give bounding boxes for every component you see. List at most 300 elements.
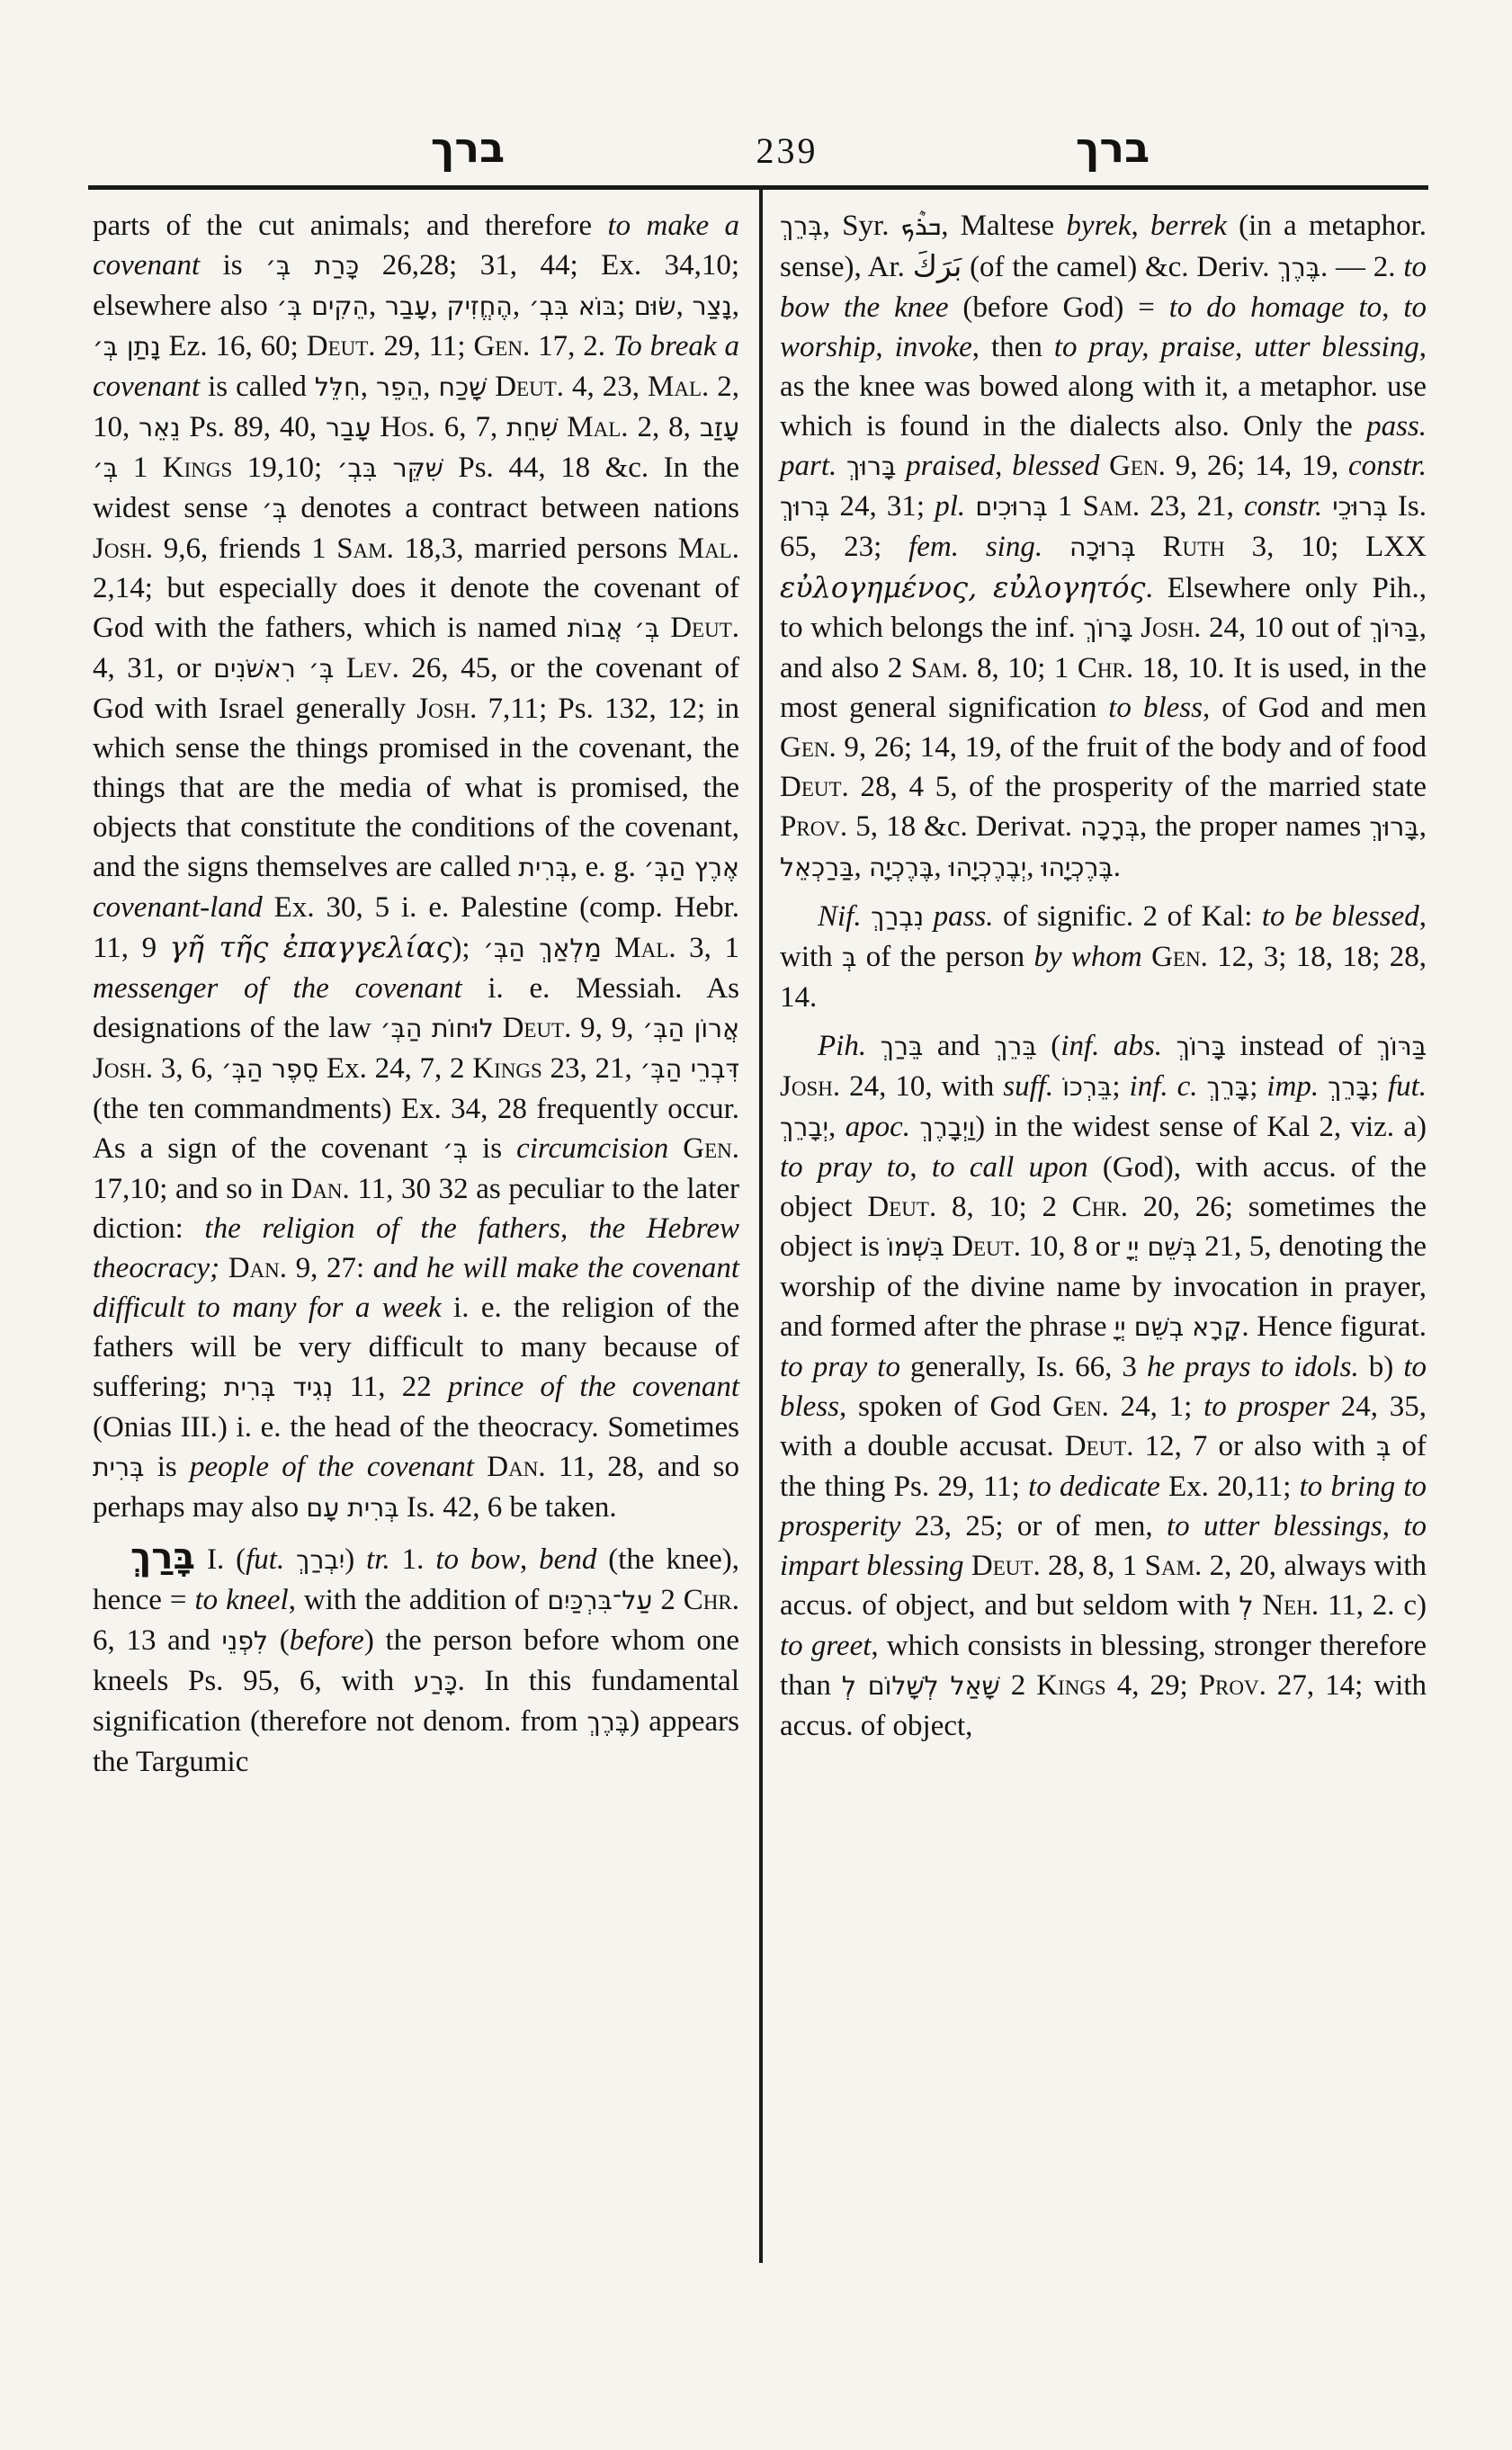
book-reference: Dan. xyxy=(291,1173,350,1205)
hebrew-text: בְּרוּךְ xyxy=(780,492,830,522)
italic-text: invoke xyxy=(894,331,972,363)
body-text: of the thing Ps. 29, 11; xyxy=(780,1430,1427,1503)
body-text: 2, 20, always with accus. of object, and but seldom with xyxy=(780,1550,1427,1622)
body-text: 23, 25; or of men, xyxy=(900,1510,1168,1542)
body-text: , xyxy=(430,290,447,322)
hebrew-text: בֶּרֶכְיָהוּ xyxy=(1041,853,1114,882)
italic-text: to prosper xyxy=(1203,1390,1329,1423)
book-reference: Sam. xyxy=(1082,490,1141,523)
body-text: , xyxy=(1382,1510,1404,1542)
body-text: . Elsewhere only Pih., to which belongs the inf. xyxy=(780,572,1427,644)
body-text: 2 xyxy=(999,1669,1037,1702)
body-text: , xyxy=(1382,291,1404,324)
hebrew-text: בֵּרַךְ xyxy=(880,1032,924,1061)
body-text: Ez. 16, 60; xyxy=(160,330,307,362)
hebrew-text: בְּרִית xyxy=(518,853,570,882)
body-text xyxy=(284,1543,296,1576)
book-reference: Josh. xyxy=(780,1070,841,1103)
book-reference: Deut. xyxy=(670,612,739,644)
italic-text: prince of the covenant xyxy=(447,1371,740,1403)
body-text xyxy=(659,612,670,644)
body-text: . Hence figurat. xyxy=(1241,1310,1427,1343)
body-text xyxy=(487,371,495,403)
book-reference: Gen. xyxy=(1151,941,1208,973)
book-reference: Gen. xyxy=(1109,450,1166,482)
body-text: 23, 21, xyxy=(541,1052,640,1085)
body-text: 18, 10. It is used, in the most general signification xyxy=(780,652,1427,724)
body-text: , xyxy=(1418,810,1427,843)
body-text: , xyxy=(1026,851,1042,883)
body-text: , xyxy=(875,331,895,363)
body-text: , Syr. xyxy=(822,210,901,242)
hebrew-text: שָׁאַל לְשָׁלוֹם לְ xyxy=(841,1671,1000,1701)
body-text: I. ( xyxy=(195,1543,246,1576)
italic-text: and he will make the covenant difficult to many for a week xyxy=(93,1252,740,1324)
hebrew-text: הֵפֵר xyxy=(375,372,424,402)
body-text: 26,28; 31, 44; Ex. 34,10; elsewhere also xyxy=(93,249,739,322)
greek-text: εὐλογημένος, εὐλογητός xyxy=(780,570,1146,604)
body-text: (before God) = xyxy=(948,291,1169,324)
book-reference: Mal. xyxy=(648,371,710,403)
body-text: 27, 14; with accus. of object, xyxy=(780,1669,1427,1742)
body-text: 26, 45, or the covenant of God with Israel generally xyxy=(93,652,740,725)
body-text: 28, 8, 1 xyxy=(1040,1550,1145,1582)
book-reference: Ruth xyxy=(1162,531,1225,563)
body-text: , spoken of God xyxy=(839,1390,1053,1423)
body-text xyxy=(910,1111,919,1143)
book-reference: Deut. xyxy=(780,771,849,803)
book-reference: Prov. xyxy=(1198,1669,1266,1702)
body-text: (in a metaphor. sense), Ar. xyxy=(780,210,1427,283)
italic-text: blessed xyxy=(1012,450,1100,482)
body-text: 24, 1; xyxy=(1108,1390,1204,1423)
body-text xyxy=(668,1132,683,1165)
body-text: 8, 10; 1 xyxy=(968,652,1078,684)
body-text: Ps. 44, 18 &c. In the widest sense xyxy=(93,452,739,524)
body-text: , xyxy=(828,1111,845,1143)
book-reference: Gen. xyxy=(473,330,531,362)
body-text: of signific. 2 of Kal: xyxy=(993,900,1262,933)
entry-paragraph xyxy=(93,206,739,1528)
italic-text: To break a covenant xyxy=(93,330,739,403)
hebrew-text: בָּרוֹךְ xyxy=(1176,1032,1226,1061)
body-text: 12, 7 or also with xyxy=(1133,1430,1377,1462)
body-text: b) xyxy=(1358,1351,1404,1383)
book-reference: Deut. xyxy=(971,1550,1041,1582)
body-text: ( xyxy=(1036,1030,1061,1062)
body-text: , xyxy=(731,290,740,322)
hebrew-text: בֶּרֶךְ xyxy=(1277,253,1320,282)
italic-text: he prays to idols. xyxy=(1146,1351,1359,1383)
book-reference: Kings xyxy=(472,1052,542,1085)
body-text: ) xyxy=(344,1543,367,1576)
italic-text: the religion of the fathers, the Hebrew theocracy; xyxy=(93,1212,740,1284)
body-text: generally, Is. 66, 3 xyxy=(899,1351,1147,1383)
body-text: 1 xyxy=(118,452,163,484)
body-text: 3, 10; LXX xyxy=(1224,531,1427,563)
body-text: 17, 2. xyxy=(530,330,613,362)
body-text: Ps. 89, 40, xyxy=(180,411,327,443)
hebrew-text: וַיְבָרֶךְ xyxy=(919,1113,976,1142)
body-text xyxy=(866,1030,881,1062)
hebrew-text: הֶחֱזִיק xyxy=(446,291,513,321)
body-text: 2, 8, xyxy=(628,411,700,443)
body-text: , xyxy=(519,1543,540,1576)
italic-text: praised xyxy=(906,450,996,482)
body-text: 11, 2. c) xyxy=(1319,1589,1427,1622)
body-text: 4, 31, or xyxy=(93,652,214,684)
body-text: , xyxy=(675,290,693,322)
book-reference: Josh. xyxy=(93,1052,154,1085)
hebrew-text: עָבַר xyxy=(385,291,431,321)
hebrew-text: בֶּרֶכְיָה xyxy=(869,853,935,882)
book-reference: Deut. xyxy=(1064,1430,1134,1462)
body-text xyxy=(965,490,975,523)
italic-text: inf. c. xyxy=(1129,1070,1198,1103)
body-text: ; xyxy=(1249,1070,1267,1103)
entry-paragraph xyxy=(780,897,1427,1017)
body-text: , then xyxy=(971,331,1054,363)
body-text: 5, 18 &c. Derivat. xyxy=(847,810,1081,843)
body-text: is xyxy=(468,1132,517,1165)
body-text xyxy=(1319,1070,1328,1103)
hebrew-text: יִבְרַךְ xyxy=(296,1545,345,1575)
body-text: 1. xyxy=(389,1543,436,1576)
body-text: ); xyxy=(452,932,484,964)
entry-paragraph xyxy=(93,1537,739,1782)
body-text: 4, 23, xyxy=(564,371,649,403)
italic-text: circumcision xyxy=(516,1132,669,1165)
body-text: 23, 21, xyxy=(1140,490,1245,523)
hebrew-text: הֵקִים בְּ׳ xyxy=(276,291,370,321)
hebrew-text: שִׁחֵת xyxy=(506,413,559,443)
hebrew-text: נֵאֵר xyxy=(139,413,181,443)
italic-text: pl. xyxy=(935,490,966,523)
body-text xyxy=(474,1451,487,1483)
hebrew-text: בְּשֵׁם יְיָ xyxy=(1127,1232,1197,1262)
body-text: is xyxy=(144,1451,191,1483)
italic-text: bend xyxy=(539,1543,597,1576)
body-text: , xyxy=(423,371,439,403)
hebrew-text: סֵפֶר הַבְּ׳ xyxy=(220,1054,319,1084)
hebrew-text: בָּרֵךְ xyxy=(1328,1072,1371,1102)
italic-text: to bow the knee xyxy=(780,251,1427,324)
entry-paragraph xyxy=(780,206,1427,888)
hebrew-text: בְּ׳ xyxy=(261,494,288,523)
italic-text: to do homage to xyxy=(1168,291,1382,324)
italic-text: to bless xyxy=(1108,692,1203,724)
body-text xyxy=(494,1012,503,1044)
italic-text: suff. xyxy=(1003,1070,1054,1103)
body-text: , xyxy=(909,1151,932,1184)
book-reference: Mal. xyxy=(677,532,739,565)
hebrew-text: קָרָא בְשֵׁם יְיָ xyxy=(1114,1312,1242,1342)
hebrew-text: בְּרִית עָם xyxy=(306,1493,399,1523)
body-text: 7,11; Ps. 132, 12; in which sense the things promised in the covenant, the things that are the media of what is promised, the objects that constitute the conditions of the covenant, and the signs themselves are called xyxy=(93,693,739,883)
body-text: , the proper names xyxy=(1140,810,1370,843)
hebrew-text: שִׁקֵּר בִּבְ׳ xyxy=(336,453,443,483)
running-head-left-catchword: ברך xyxy=(430,123,505,172)
hebrew-text: בְּ xyxy=(1376,1432,1391,1462)
italic-text: to kneel xyxy=(194,1584,289,1616)
body-text: ; xyxy=(1112,1070,1130,1103)
book-reference: Deut. xyxy=(306,330,376,362)
book-reference: Prov. xyxy=(780,810,848,843)
italic-text: to dedicate xyxy=(1028,1471,1160,1503)
book-reference: Chr. xyxy=(1071,1191,1128,1223)
body-text xyxy=(896,450,906,482)
hebrew-text: בָּרוּךְ xyxy=(1369,812,1419,842)
body-text xyxy=(1198,1070,1207,1103)
italic-text: imp. xyxy=(1266,1070,1320,1103)
book-reference: Deut. xyxy=(952,1230,1022,1263)
body-text xyxy=(558,411,567,443)
body-text xyxy=(371,411,380,443)
hebrew-text: בְּרֵךְ xyxy=(780,211,823,241)
body-text: (of the camel) &c. Deriv. xyxy=(962,251,1278,283)
italic-text: constr. xyxy=(1244,490,1323,523)
body-text: 9, 26; 14, 19, of the fruit of the body and of food xyxy=(836,731,1427,764)
body-text xyxy=(1254,1589,1263,1622)
body-text: 11, 28, and so perhaps may also xyxy=(93,1451,740,1524)
book-reference: Gen. xyxy=(780,731,837,764)
hebrew-text: כָּרַע xyxy=(413,1667,458,1696)
book-reference: Dan. xyxy=(228,1252,288,1284)
body-text xyxy=(1162,1030,1176,1062)
body-text: , xyxy=(934,851,949,883)
body-text: , and also 2 xyxy=(780,612,1427,684)
body-text: . In this fundamental signification (therefore not denom. from xyxy=(93,1665,739,1738)
hebrew-text: בְּ׳ xyxy=(442,1134,469,1164)
body-text: , xyxy=(512,290,529,322)
body-text: Is. 65, 23; xyxy=(780,490,1427,563)
body-text: 29, 11; xyxy=(375,330,474,362)
italic-text: berrek xyxy=(1150,210,1227,242)
body-text: Ex. 20,11; xyxy=(1159,1471,1300,1503)
body-text: 9, 26; 14, 19, xyxy=(1165,450,1348,482)
body-text: , xyxy=(995,450,1013,482)
italic-text: inf. abs. xyxy=(1060,1030,1163,1062)
hebrew-headword: בָּרַךְ xyxy=(130,1536,196,1578)
hebrew-text: בָּרוֹךְ xyxy=(1083,613,1133,643)
body-text: 10, 8 or xyxy=(1021,1230,1128,1263)
book-reference: Hos. xyxy=(380,411,435,443)
book-reference: Deut. xyxy=(867,1191,937,1223)
body-text: 19,10; xyxy=(232,452,337,484)
italic-text: apoc. xyxy=(845,1111,911,1143)
italic-text: before xyxy=(289,1624,364,1657)
body-text: 24, 31; xyxy=(829,490,935,523)
running-head-right-catchword: ברך xyxy=(1075,123,1150,172)
body-text: , xyxy=(369,290,386,322)
hebrew-text: נָתַן בְּ׳ xyxy=(93,332,161,362)
body-text: ; xyxy=(617,290,634,322)
syriac-text: ܒܪܶܟ xyxy=(900,211,942,241)
body-text: 18,3, married persons xyxy=(393,532,678,565)
body-text: i. e. the religion of the fathers will be very difficult to many because of suffering; xyxy=(93,1292,739,1403)
body-text xyxy=(334,652,346,684)
book-reference: Sam. xyxy=(910,652,969,684)
body-text xyxy=(837,450,846,482)
hebrew-text: בֵּרֵךְ xyxy=(994,1032,1037,1061)
italic-text: pass. xyxy=(933,900,994,933)
italic-text: to greet xyxy=(780,1630,872,1662)
body-text: 9, 9, xyxy=(571,1012,643,1044)
hebrew-text: בַּרּוֹךְ xyxy=(1369,613,1419,643)
right-column xyxy=(780,206,1427,1746)
body-text: Is. 42, 6 be taken. xyxy=(398,1491,617,1524)
hebrew-text: נִבְרַךְ xyxy=(871,902,925,932)
hebrew-text: שָׁכַח xyxy=(438,372,488,402)
body-text: 8, 10; 2 xyxy=(936,1191,1072,1223)
hebrew-text: בָּרוּךְ xyxy=(846,452,897,481)
hebrew-text: בְּ׳ רִאשֹׁנִים xyxy=(213,654,335,684)
body-text: 9, 27: xyxy=(287,1252,373,1284)
hebrew-text: עָבַר xyxy=(326,413,371,443)
body-text: 11, 30 32 as peculiar to the later diction: xyxy=(93,1173,739,1245)
body-text xyxy=(1133,612,1141,644)
body-text: (God), with accus. of the object xyxy=(780,1151,1427,1223)
body-text: 6, 13 and xyxy=(93,1624,222,1657)
body-text: 3, 6, xyxy=(153,1052,221,1085)
italic-text: Pih. xyxy=(818,1030,867,1062)
body-text: (the ten commandments) Ex. 34, 28 frequently occur. As a sign of the covenant xyxy=(93,1093,739,1165)
italic-text: to pray to xyxy=(780,1151,910,1184)
body-text: . xyxy=(1113,851,1122,883)
hebrew-text: לוּחוֹת הַבְּ׳ xyxy=(380,1014,494,1043)
body-text xyxy=(862,900,871,933)
body-text: (the knee), hence = xyxy=(93,1543,740,1616)
hebrew-text: יְבָרֵךְ xyxy=(780,1113,829,1142)
hebrew-text: מַלְאַךְ הַבְּ׳ xyxy=(483,934,602,963)
body-text: is called xyxy=(200,371,315,403)
hebrew-text: נְגִיד בְּרִית xyxy=(223,1373,334,1402)
book-reference: Josh. xyxy=(93,532,154,565)
italic-text: to pray to xyxy=(780,1351,900,1383)
left-column xyxy=(93,206,739,1782)
body-text: . — 2. xyxy=(1320,251,1404,283)
hebrew-text: אֲרוֹן הַבְּ׳ xyxy=(642,1014,740,1043)
greek-text: γῆ τῆς ἐπαγγελίας xyxy=(169,930,452,964)
body-text: 2,14; but especially does it denote the covenant of God with the fathers, which is named xyxy=(93,572,739,644)
hebrew-text: בְּרוּכֵי xyxy=(1332,492,1388,522)
body-text: ) appears the Targumic xyxy=(93,1705,740,1778)
column-divider-rule xyxy=(759,185,763,2263)
italic-text: constr. xyxy=(1347,450,1427,482)
body-text: , with xyxy=(780,900,1427,973)
italic-text: fut. xyxy=(246,1543,285,1576)
book-reference: Kings xyxy=(162,452,233,484)
hebrew-text: בֶּרֶךְ xyxy=(586,1707,631,1737)
italic-text: pass. part. xyxy=(780,410,1427,482)
body-text: , xyxy=(854,851,870,883)
book-reference: Neh. xyxy=(1262,1589,1320,1622)
italic-text: to bring to prosperity xyxy=(780,1471,1427,1542)
italic-text: messenger of the covenant xyxy=(93,972,462,1005)
body-text: Ex. 24, 7, 2 xyxy=(318,1052,473,1085)
body-text: 9,6, friends 1 xyxy=(153,532,337,565)
body-text: , xyxy=(1131,210,1150,242)
hebrew-text: בְּרוּכִים xyxy=(975,492,1048,522)
italic-text: to pray, praise, utter blessing xyxy=(1053,331,1419,363)
body-text: and xyxy=(923,1030,995,1062)
italic-text: tr. xyxy=(366,1543,390,1576)
italic-text: to bow xyxy=(435,1543,520,1576)
body-text: of the person xyxy=(856,941,1034,973)
body-text: 17,10; and so in xyxy=(93,1173,291,1205)
italic-text: to be blessed xyxy=(1261,900,1419,933)
body-text: 3, 1 xyxy=(675,932,739,964)
body-text: , as the knee was bowed along with it, a metaphor. use which is found in the dialects also. Only the xyxy=(780,331,1427,443)
arabic-text: بَرَكَ xyxy=(912,248,962,283)
italic-text: to utter blessings xyxy=(1167,1510,1382,1542)
body-text: ) the person before whom one kneels Ps. 95, 6, with xyxy=(93,1624,739,1697)
body-text: , e. g. xyxy=(569,851,644,883)
body-text: ; xyxy=(1370,1070,1388,1103)
hebrew-text: יְבֶרֶכְיָהוּ xyxy=(948,853,1027,882)
hebrew-text: עָזַב בְּ׳ xyxy=(93,413,740,483)
italic-text: byrek xyxy=(1066,210,1132,242)
book-reference: Dan. xyxy=(487,1451,546,1483)
body-text xyxy=(1099,450,1109,482)
hebrew-text: חִלֵּל xyxy=(314,372,361,402)
body-text: 1 xyxy=(1047,490,1083,523)
book-reference: Mal. xyxy=(614,932,676,964)
body-text xyxy=(1142,941,1151,973)
body-text: 4, 29; xyxy=(1105,1669,1199,1702)
hebrew-text: בַּרּוֹךְ xyxy=(1376,1032,1427,1061)
body-text xyxy=(1136,531,1163,563)
page-number: 239 xyxy=(756,130,819,171)
body-text: 2, 10, xyxy=(93,371,740,443)
italic-text: fut. xyxy=(1387,1070,1427,1103)
italic-text: fem. sing. xyxy=(908,531,1043,563)
body-text: 12, 3; 18, 18; 28, 14. xyxy=(780,941,1427,1014)
hebrew-text: בְּרִית xyxy=(93,1453,145,1482)
entry-paragraph xyxy=(780,1026,1427,1746)
book-reference: Sam. xyxy=(336,532,394,565)
body-text xyxy=(1042,531,1069,563)
body-text: , Maltese xyxy=(941,210,1067,242)
body-text: , xyxy=(360,371,376,403)
hebrew-text: בְּרָכָה xyxy=(1080,812,1141,842)
italic-text: to impart blessing xyxy=(780,1510,1427,1582)
book-reference: Sam. xyxy=(1144,1550,1203,1582)
body-text xyxy=(944,1230,952,1263)
body-text: 21, 5, denoting the worship of the divine name by invocation in prayer, and formed after the phrase xyxy=(780,1230,1427,1343)
body-text: 2 xyxy=(652,1584,684,1616)
body-text: 24, 35, with a double accusat. xyxy=(780,1390,1427,1462)
book-reference: Lev. xyxy=(345,652,399,684)
book-reference: Deut. xyxy=(502,1012,572,1044)
body-text: (Onias III.) i. e. the head of the theocracy. Sometimes xyxy=(93,1411,739,1444)
body-text: is xyxy=(200,249,266,282)
italic-text: to worship xyxy=(780,291,1427,363)
hebrew-text: בָּרֵךְ xyxy=(1206,1072,1250,1102)
hebrew-text: דִּבְרֵי הַבְּ׳ xyxy=(640,1054,739,1084)
body-text: denotes a contract between nations xyxy=(287,492,739,524)
book-reference: Chr. xyxy=(1077,652,1134,684)
hebrew-text: בְּ xyxy=(841,943,857,972)
hebrew-text: בְּ׳ אֲבוֹת xyxy=(567,613,660,643)
body-text xyxy=(1322,490,1332,523)
hebrew-text: לְ xyxy=(1239,1591,1254,1621)
hebrew-text: בֵּרְכוֹ xyxy=(1062,1072,1113,1102)
hebrew-text: נָצַר xyxy=(692,291,732,321)
italic-text: Nif. xyxy=(818,900,862,933)
book-reference: Kings xyxy=(1036,1669,1106,1702)
body-text xyxy=(964,1550,971,1582)
